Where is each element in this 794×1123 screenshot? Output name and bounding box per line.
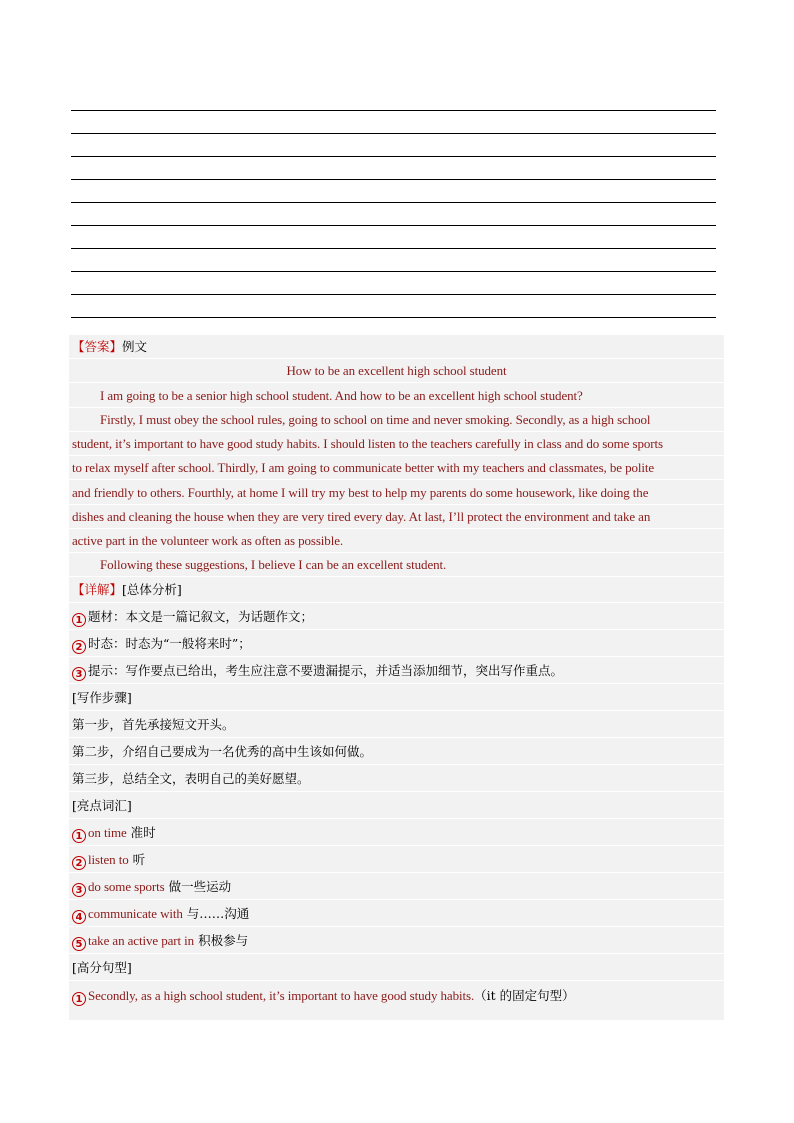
vocab-zh: 积极参与 <box>198 933 249 948</box>
vocab-en: take an active part in <box>88 933 195 948</box>
writing-line <box>71 271 716 294</box>
vocab-zh: 听 <box>132 852 146 867</box>
overall-item-text: 题材：本文是一篇记叙文，为话题作文； <box>88 609 314 624</box>
vocab-item <box>69 819 724 846</box>
vocab-en: communicate with <box>88 906 183 921</box>
overall-item <box>69 603 724 630</box>
circled-number-icon: 4 <box>72 910 86 924</box>
vocab-item <box>69 927 724 954</box>
sentence-heading: [高分句型] <box>69 954 724 981</box>
sentence-en: Secondly, as a high school student, it’s important to have good study habits. <box>88 988 475 1003</box>
overall-item <box>69 630 724 657</box>
writing-lines <box>71 110 716 318</box>
writing-line <box>71 225 716 248</box>
circled-number-icon: 1 <box>72 613 86 627</box>
circled-number-icon: 3 <box>72 667 86 681</box>
essay-body-line: and friendly to others. Fourthly, at home I will try my best to help my parents do some housework, like doing the <box>69 480 724 505</box>
writing-line <box>71 156 716 179</box>
overall-item-text: 时态：时态为“一般将来时”； <box>88 636 251 651</box>
overall-analysis-heading: [总体分析] <box>122 582 182 597</box>
circled-number-icon: 3 <box>72 883 86 897</box>
circled-number-icon: 2 <box>72 856 86 870</box>
overall-item-text: 提示：写作要点已给出，考生应注意不要遗漏提示，并适当添加细节，突出写作重点。 <box>88 663 564 678</box>
writing-line <box>71 248 716 271</box>
writing-line <box>71 179 716 202</box>
essay-title: How to be an excellent high school student <box>69 359 724 383</box>
writing-line <box>71 202 716 225</box>
writing-step: 第一步，首先承接短文开头。 <box>69 711 724 738</box>
essay-conclusion: Following these suggestions, I believe I can be an excellent student. <box>69 553 724 577</box>
circled-number-icon: 5 <box>72 937 86 951</box>
essay-body-line: active part in the volunteer work as often as possible. <box>69 529 724 553</box>
answer-subtitle: 例文 <box>122 339 148 354</box>
vocab-zh: 与……沟通 <box>186 906 250 921</box>
vocab-zh: 准时 <box>130 825 156 840</box>
detail-label: 【详解】 <box>72 582 123 597</box>
essay-body-line: student, it’s important to have good study habits. I should listen to the teachers carefully in class and do some sports <box>69 432 724 456</box>
answer-label: 【答案】 <box>72 339 123 354</box>
essay-body-line: Firstly, I must obey the school rules, going to school on time and never smoking. Secondly, as a high school <box>69 408 724 432</box>
writing-line <box>71 317 716 318</box>
sentence-zh: （it 的固定句型） <box>474 988 575 1003</box>
circled-number-icon: 2 <box>72 640 86 654</box>
vocab-item <box>69 846 724 873</box>
writing-step: 第三步，总结全文，表明自己的美好愿望。 <box>69 765 724 792</box>
vocab-en: listen to <box>88 852 129 867</box>
vocab-heading: [亮点词汇] <box>69 792 724 819</box>
detail-heading <box>69 577 724 603</box>
circled-number-icon: 1 <box>72 829 86 843</box>
vocab-en: on time <box>88 825 127 840</box>
essay-intro: I am going to be a senior high school student. And how to be an excellent high school student? <box>69 383 724 408</box>
circled-number-icon: 1 <box>72 992 86 1006</box>
vocab-item <box>69 873 724 900</box>
writing-line <box>71 110 716 133</box>
answer-heading <box>69 335 724 359</box>
vocab-en: do some sports <box>88 879 165 894</box>
sentence-item <box>69 981 724 1011</box>
vocab-item <box>69 900 724 927</box>
vocab-zh: 做一些运动 <box>168 879 232 894</box>
writing-steps-heading: [写作步骤] <box>69 684 724 711</box>
essay-body-line: to relax myself after school. Thirdly, I am going to communicate better with my teachers and classmates, be polite <box>69 456 724 480</box>
overall-item <box>69 657 724 684</box>
essay-body-line: dishes and cleaning the house when they are very tired every day. At last, I’ll protect the environment and take an <box>69 505 724 529</box>
answer-panel <box>69 335 724 1020</box>
writing-step: 第二步，介绍自己要成为一名优秀的高中生该如何做。 <box>69 738 724 765</box>
writing-line <box>71 133 716 156</box>
writing-line <box>71 294 716 317</box>
